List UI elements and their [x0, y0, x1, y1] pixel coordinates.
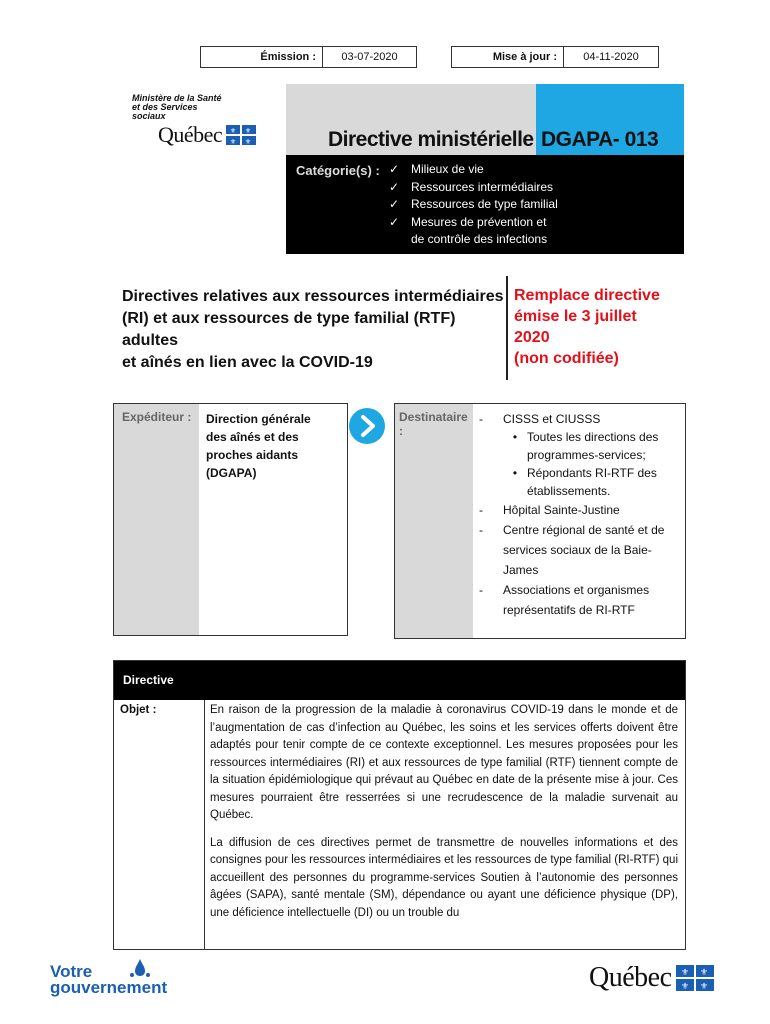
category-item: ✓ Milieux de vie [389, 161, 679, 179]
list-item: représentatifs de RI-RTF [503, 603, 635, 617]
arrow-right-icon [348, 407, 386, 445]
category-block [286, 155, 684, 254]
recipient-list [479, 410, 683, 620]
footer-quebec-logo [589, 962, 714, 994]
svg-text:⚜: ⚜ [230, 139, 237, 145]
update-label: Mise à jour : [452, 47, 564, 67]
svg-text:⚜: ⚜ [245, 128, 252, 135]
check-icon: ✓ [389, 197, 400, 211]
check-icon: ✓ [389, 162, 400, 176]
list-item: programmes-services; [527, 448, 646, 462]
replaces-notice: Remplace directive émise le 3 juillet 2020 (non codifiée) [514, 287, 660, 367]
directive-title: Directive ministérielle [328, 128, 534, 151]
list-item: - CISSS et CIUSSS [479, 412, 601, 426]
footer-gouvernement: gouvernement [50, 978, 168, 997]
category-item: ✓ Ressources de type familial [389, 196, 679, 214]
directive-header: Directive [114, 661, 685, 700]
recipient-box [394, 403, 686, 639]
sender-label: Expéditeur : [114, 404, 199, 635]
paragraph: En raison de la progression de la maladie à coronavirus COVID-19 dans le monde et de l’augmentation de cas d’infection au Québec, les soins et les services offerts doivent être adaptés pour tenir compte de ce contexte exceptionnel. Les mesures proposées pour les ressources intermédiaires (RI) et aux ressources de type familial (RTF) tiennent compte de la situation épidémiologique qui prévaut au Québec en date de la présente mise à jour. Ces mesures pourraient être resserrées si une recrudescence de la maladie survenait au Québec. [210, 704, 678, 821]
sender-name: Direction générale des aînés et des proches aidants (DGAPA) [206, 412, 311, 480]
object-label: Objet : [114, 700, 205, 949]
update-value: 04-11-2020 [583, 51, 639, 63]
footer-quebec-wordmark: Québec [589, 962, 672, 993]
directive-body [210, 702, 678, 922]
footer-gov-logo [50, 958, 190, 996]
recipient-label: Destinataire : [395, 404, 473, 638]
fleur-de-lis-flag-icon [226, 125, 256, 145]
heading-divider [506, 276, 508, 380]
list-item: - Centre régional de santé et de [479, 523, 665, 537]
emission-label: Émission : [201, 47, 323, 67]
category-list [389, 161, 679, 249]
list-item: • Répondants RI-RTF des [512, 466, 657, 480]
list-item: • Toutes les directions des [512, 430, 659, 444]
category-item: ✓ Ressources intermédiaires [389, 179, 679, 197]
list-item: James [503, 563, 539, 577]
category-item: de contrôle des infections [411, 232, 548, 246]
list-item: - Hôpital Sainte-Justine [479, 503, 620, 517]
check-icon: ✓ [389, 179, 400, 194]
droplet-icon [128, 958, 152, 980]
category-item: ✓ Mesures de prévention et [389, 214, 679, 232]
emission-box [200, 46, 417, 68]
directive-code: DGAPA- 013 [541, 128, 659, 151]
svg-text:⚜: ⚜ [699, 967, 708, 977]
directive-table [113, 660, 686, 950]
svg-text:⚜: ⚜ [699, 981, 708, 991]
svg-text:⚜: ⚜ [245, 139, 252, 145]
fleur-de-lis-flag-icon [676, 965, 714, 991]
svg-text:⚜: ⚜ [680, 981, 689, 991]
svg-text:⚜: ⚜ [680, 967, 689, 977]
check-icon: ✓ [389, 214, 400, 229]
list-item: - Associations et organismes [479, 583, 650, 597]
svg-text:⚜: ⚜ [230, 128, 237, 135]
paragraph: La diffusion de ces directives permet de transmettre de nouvelles informations et des consignes pour les ressources intermédiaires et les ressources de type familial (RI-RTF) qui accueillent des personnes du programme-services Soutien à l’autonomie des personnes âgées (SAPA), santé mentale (SM), dépendance ou ayant une déficience physique (DP), une déficience intellectuelle (DI) ou un trouble du [210, 836, 678, 919]
emission-value: 03-07-2020 [341, 51, 398, 63]
update-box [451, 46, 659, 68]
document-heading: Directives relatives aux ressources intermédiaires (RI) et aux ressources de type familial (RTF) adultes et aînés en lien avec la COVID-19 [122, 288, 504, 371]
footer-votre: Votre [50, 962, 93, 981]
list-item: établissements. [527, 484, 611, 498]
ministry-logo [132, 94, 282, 148]
category-label: Catégorie(s) : [296, 163, 380, 178]
quebec-wordmark: Québec [158, 122, 223, 147]
ministry-name: Ministère de la Santé et des Services sociaux [132, 93, 222, 121]
list-item: services sociaux de la Baie- [503, 543, 652, 557]
sender-box [113, 403, 348, 636]
